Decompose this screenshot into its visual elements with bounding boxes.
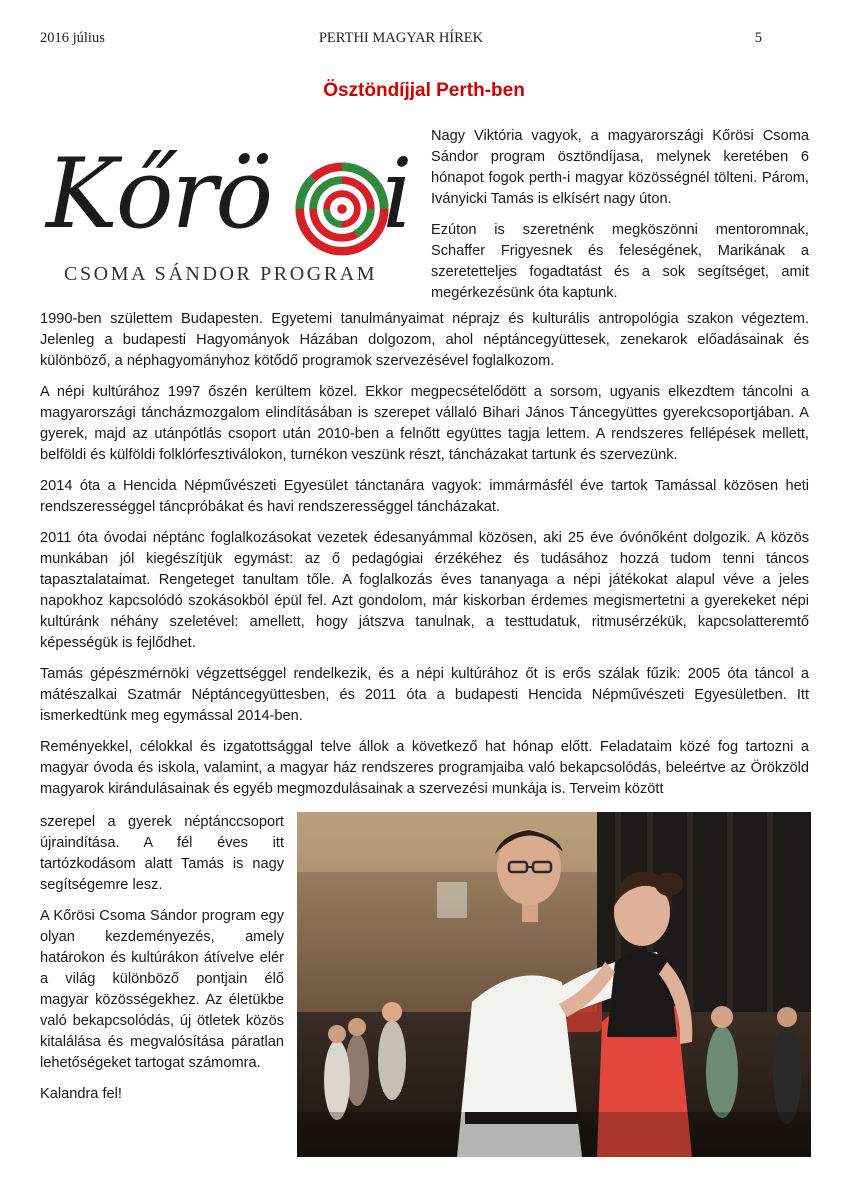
body-paragraph: Tamás gépészmérnöki végzettséggel rendelkezik, és a népi kultúrához őt is erős szálak fűzik: 2005 óta táncol a mátészalkai Szatmár Néptáncegyüttesben, és 2011 óta a budapesti Hencida Népművészeti Egyesületben. Itt ismerkedtünk meg egymással 2014-ben. (40, 666, 809, 724)
body-paragraph: 1990-ben születtem Budapesten. Egyetemi tanulmányaimat néprajz és kulturális antropológia szakon végeztem. Jelenleg a budapesti Hagyományok Házában dolgozom, ahol néptáncegyüttesek, zenekarok előadásainak és különböző, a néphagyományhoz kötődő programok szervezésével foglalkozom. (40, 311, 809, 369)
intro-paragraph: Ezúton is szeretnénk megköszönni mentoromnak, Schaffer Frigyesnek és feleségének, Marikának a szeretetteljes fogadtatást és a sok segítséget, amit megérkezésünk óta kaptunk. (431, 222, 809, 301)
intro-column (431, 126, 809, 314)
spiral-icon (294, 161, 390, 257)
article-title: Ösztöndíjjal Perth-ben (323, 80, 525, 101)
page-header (40, 30, 762, 50)
article-body (40, 309, 809, 800)
logo-wordmark: Kőrö (46, 138, 272, 250)
body-paragraph: Reményekkel, célokkal és izgatottsággal telve állok a következő hat hónap előtt. Feladataim közé fog tartozni a magyar óvoda és iskola, valamint, a magyar ház rendszeres programjaiba való bekapcsolódás, beleértve az Örökzöld magyarok kirándulásainak és egyéb megmozdulásainak a szervezési munkája is. Terveim között (40, 739, 809, 797)
body-paragraph: 2011 óta óvodai néptánc foglalkozásokat vezetek édesanyámmal közösen, aki 25 éve óvónőként dolgozik. A közös munkában jól kiegészítjük egymást: az ő pedagógiai érzékéhez és tudásához hozzá tudom tenni táncos tapasztalataimat. Rengeteget tanultam tőle. A foglalkozás éves tananyaga a népi játékokat alapul véve a jeles napokhoz kapcsolódó szokásokból épül fel. Azt gondolom, már kiskorban érdemes megismertetni a gyerekeket népi kultúránk néhány szeletével: amellett, hogy játszva tanulnak, a testtudatuk, ritmusérzékük, kapcsolatteremtő képességük is fejlődhet. (40, 530, 809, 651)
photo-illustration (297, 812, 811, 1157)
intro-paragraph: Nagy Viktória vagyok, a magyarországi Kőrösi Csoma Sándor program ösztöndíjasa, melynek keretében 6 hónapot fogok perth-i magyar közösségnél tölteni. Párom, Iványicki Tamás is elkísért nagy úton. (431, 128, 809, 207)
body-paragraph: 2014 óta a Hencida Népművészeti Egyesület tánctanára vagyok: immármásfél éve tartok Tamással közösen heti rendszerességgel táncpróbákat és havi rendszerességgel táncházakat. (40, 478, 809, 515)
logo-wordmark-end: i (382, 138, 413, 250)
column-paragraph: Kalandra fel! (40, 1086, 122, 1102)
left-column (40, 812, 284, 1115)
page-number: 5 (754, 30, 762, 46)
column-paragraph: A Kőrösi Csoma Sándor program egy olyan kezdeményezés, amely határokon és kultúrákon átívelve elér a világ különböző pontjain élő magyar közösségekhez. Az életükbe való bekapcsolódás, új ötletek közös kitalálása és megvalósítása páratlan lehetőségeket tartogat számomra. (40, 908, 284, 1071)
issue-date: 2016 július (40, 30, 105, 46)
publication-name: PERTHI MAGYAR HÍREK (318, 30, 484, 46)
korosi-logo (42, 135, 418, 295)
body-paragraph: A népi kultúrához 1997 őszén kerültem közel. Ekkor megpecsételődött a sorsom, ugyanis elkezdtem táncolni a magyarországi táncházmozgalom elindításában is szerepet vállaló Bihari János Táncegyüttes gyerekcsoportjában. A gyerek, majd az utánpótlás csoport után 2010-ben a felnőtt együttes tagja lettem. A rendszeres fellépések mellett, belföldi és külföldi folklórfesztiválokon, turnékon veszünk részt, táncházakat tartunk és szervezünk. (40, 384, 809, 463)
column-paragraph: szerepel a gyerek néptánccsoport újraindítása. A fél éves itt tartózkodásom alatt Tamás is nagy segítségemre lesz. (40, 814, 284, 893)
dancing-couple-photo (297, 812, 811, 1157)
logo-subtitle: CSOMA SÁNDOR PROGRAM (64, 263, 378, 285)
